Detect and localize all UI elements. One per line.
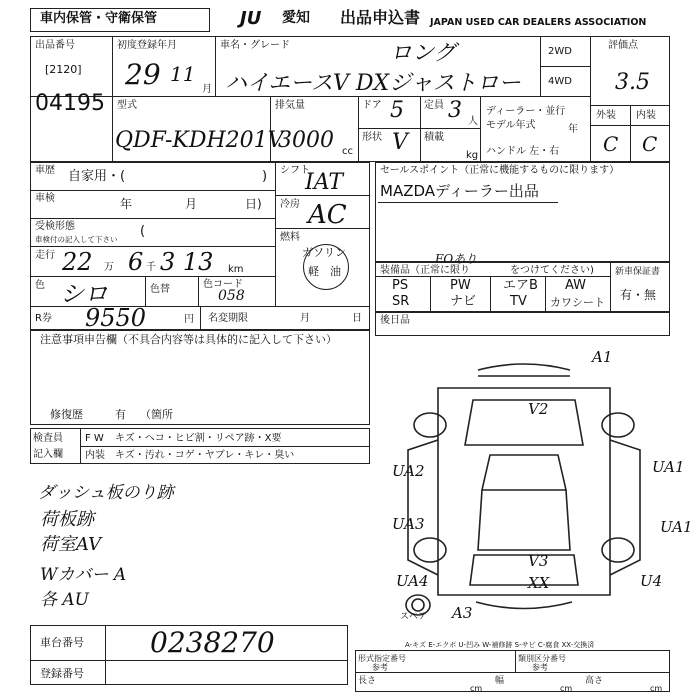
model-line1: ロング — [390, 41, 456, 66]
inner-label: 内装 — [85, 450, 105, 461]
inspector-label: 検査員 — [33, 433, 63, 444]
lot-no-label: 出品番号 — [35, 40, 75, 51]
shape-label: 形状 — [362, 132, 382, 143]
grade-title: 評価点 — [608, 40, 638, 51]
shape-value: V — [392, 130, 408, 155]
inspection-open: ( — [140, 224, 146, 239]
color-code-label: 色コード — [203, 279, 243, 290]
type-label: 型式 — [117, 100, 137, 111]
eq-navi: ナビ — [450, 294, 477, 309]
equipment-label: 装備品（正常に限り — [380, 265, 470, 276]
repair-place: （箇所 — [140, 408, 173, 421]
mileage-man: 22 — [62, 248, 93, 276]
length-label: 長さ — [358, 676, 377, 686]
inspection-note: 車検付の記入して下さい — [35, 235, 118, 244]
shift-value: IAT — [305, 170, 344, 195]
repair-yes: 有 — [115, 408, 126, 421]
width-cm: cm — [560, 684, 573, 693]
mark-ua4: UA4 — [396, 572, 429, 590]
person-label: 人 — [468, 116, 478, 127]
displacement-value: 3000 — [278, 128, 334, 153]
mark-u4: U4 — [640, 572, 663, 590]
fuel-oil: 油 — [330, 265, 341, 278]
aircon-value: AC — [308, 200, 347, 230]
dealer-label: ディーラー・並行 — [486, 106, 566, 117]
chassis-label: 車台番号 — [40, 636, 84, 649]
manual-label: 新車保証書 — [615, 267, 661, 277]
model-name-label: 車名・グレード — [220, 40, 290, 51]
handle-label: ハンドル 左・右 — [486, 146, 560, 157]
color-change-label: 色替 — [150, 284, 170, 295]
eq-tv: TV — [510, 294, 527, 309]
fuel-label: 燃料 — [280, 232, 300, 243]
lot-prefix: [2120] — [45, 63, 82, 76]
model-year-label: モデル年式 — [486, 120, 536, 131]
equipment-handwritten: FOあり — [435, 252, 478, 266]
lot-no-value: 04195 — [35, 91, 105, 116]
inspection-day: 日) — [245, 197, 262, 211]
eq-leather: カワシート — [550, 296, 605, 309]
recycle-value: 9550 — [85, 304, 147, 332]
height-label: 高さ — [585, 676, 604, 686]
first-reg-label: 初度登録年月 — [117, 40, 177, 51]
model-line2: ハイエースV DXジャストロー — [225, 71, 521, 96]
sales-point-value: MAZDAディーラー出品 — [380, 182, 539, 200]
capacity-value: 3 — [448, 98, 462, 123]
damage-legend: A-キズ E-エクボ U-凹み W-補修跡 S-サビ C-腐食 XX-交換済 — [405, 641, 595, 649]
mileage-sen: 6 — [128, 248, 144, 276]
doors-value: 5 — [390, 98, 404, 123]
form-subtitle: JAPAN USED CAR DEALERS ASSOCIATION — [430, 17, 647, 28]
height-cm: cm — [650, 684, 663, 693]
eq-airbag: エアB — [503, 278, 538, 293]
year-label: 年 — [568, 124, 578, 135]
man-label: 万 — [104, 262, 114, 273]
mark-ua3: UA3 — [392, 515, 425, 533]
yen-label: 円 — [184, 314, 194, 325]
later-label: 後日品 — [380, 315, 410, 326]
interior-label: 内装 — [636, 110, 656, 121]
manual-yes-no: 有・無 — [620, 288, 657, 302]
cc-label: cc — [342, 146, 353, 157]
form-ref-sankou: 参考 — [372, 663, 388, 672]
eq-aw: AW — [565, 278, 587, 293]
later-block — [375, 312, 670, 336]
mark-xx: XX — [528, 574, 550, 592]
mark-ua1-top: UA1 — [652, 458, 685, 476]
recycle-label: R券 — [35, 313, 52, 324]
comment-1: ダッシュ板のり跡 — [38, 483, 174, 503]
chassis-value: 0238270 — [150, 626, 275, 659]
comment-3: 荷室AV — [40, 534, 102, 555]
inner-items: キズ・汚れ・コゲ・ヤブレ・キレ・臭い — [115, 450, 295, 461]
displacement-label: 排気量 — [275, 100, 305, 111]
class-ref-sankou: 参考 — [532, 663, 548, 672]
history-close: ) — [262, 169, 268, 184]
fuel-circle — [303, 244, 349, 290]
notes-title: 注意事項申告欄（不具合内容等は具体的に記入して下さい） — [40, 333, 337, 346]
inspection-month: 月 — [185, 197, 198, 211]
kg-label: kg — [466, 150, 479, 161]
entry-label: 記入欄 — [33, 449, 63, 460]
repair-history-label: 修復歴 — [50, 408, 83, 421]
mark-ua2: UA2 — [392, 462, 425, 480]
comment-5: 各 AU — [40, 590, 90, 610]
org-name: 愛知 — [282, 10, 310, 26]
class-ref-label: 類別区分番号 — [518, 654, 566, 663]
mark-v2: V2 — [528, 400, 549, 418]
fw-items: キズ・ヘコ・ヒビ割・リペア跡・X要 — [115, 433, 282, 444]
eq-pw: PW — [450, 278, 471, 293]
inspection-year: 年 — [120, 197, 133, 211]
width-label: 幅 — [495, 676, 505, 686]
grade-score: 3.5 — [615, 70, 650, 95]
comment-4: Wカバー A — [40, 565, 127, 585]
equipment-note: をつけてください) — [510, 265, 594, 276]
fuel-gas: ガソリン — [302, 246, 346, 259]
drive-2wd: 2WD — [548, 46, 572, 57]
comment-2: 荷板跡 — [40, 509, 94, 530]
history-label: 車歴 — [35, 165, 55, 176]
length-cm: cm — [470, 684, 483, 693]
reg-no-label: 登録番号 — [40, 667, 84, 680]
spare-label: スペア — [400, 612, 428, 622]
eq-ps: PS — [392, 278, 409, 293]
eq-sr: SR — [392, 294, 410, 309]
day-label: 日 — [352, 313, 362, 324]
first-reg-year: 29 — [125, 58, 161, 91]
drive-4wd: 4WD — [548, 76, 572, 87]
mark-ua1-bottom: UA1 — [660, 518, 693, 536]
mileage-rest: 3 13 — [160, 248, 214, 276]
fw-label: F W — [85, 433, 104, 444]
mark-a3: A3 — [452, 604, 473, 622]
inspection-form-label: 受検形態 — [35, 221, 75, 232]
mark-a1: A1 — [592, 348, 613, 366]
form-title: 出品申込書 — [340, 8, 421, 27]
form-ref-label: 形式指定番号 — [358, 654, 406, 663]
ju-logo: JU — [240, 8, 262, 29]
exterior-grade: C — [603, 132, 619, 156]
mileage-label: 走行 — [35, 250, 55, 261]
inspection-label: 車検 — [35, 193, 55, 204]
sales-point-label: セールスポイント（正常に機能するものに限ります） — [380, 165, 620, 176]
deadline-label: 名変期限 — [208, 313, 248, 324]
interior-grade: C — [642, 132, 658, 156]
km-label: km — [228, 264, 244, 275]
mark-v3: V3 — [528, 552, 549, 570]
doors-label: ドア — [362, 100, 382, 111]
color-label: 色 — [35, 280, 45, 291]
first-reg-month-suffix: 月 — [202, 84, 212, 95]
first-reg-month: 11 — [170, 62, 196, 86]
sales-block — [375, 162, 670, 262]
month-label: 月 — [300, 313, 310, 324]
capacity-label: 定員 — [424, 100, 444, 111]
shift-label: シフト — [280, 165, 310, 176]
aircon-label: 冷房 — [280, 199, 300, 210]
exterior-label: 外装 — [596, 110, 616, 121]
load-label: 積載 — [424, 132, 444, 143]
color-code-value: 058 — [218, 288, 245, 304]
car-diagram — [378, 340, 670, 640]
type-value: QDF-KDH201V — [115, 128, 284, 153]
fuel-light: 軽 — [308, 265, 319, 278]
history-value: 自家用・( — [68, 169, 126, 184]
color-value: シロ — [60, 280, 108, 308]
storage-label: 車内保管・守衛保管 — [40, 11, 158, 26]
sen-label: 千 — [146, 262, 156, 273]
